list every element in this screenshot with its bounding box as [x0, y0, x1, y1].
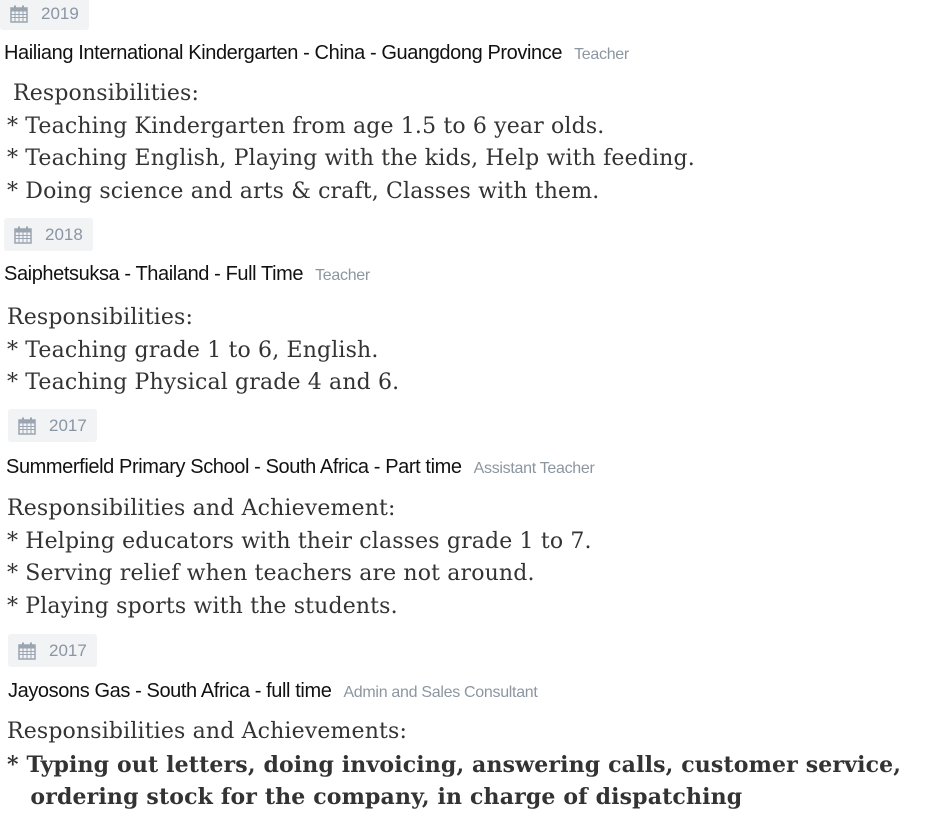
job-description	[7, 493, 592, 623]
year-badge	[8, 634, 97, 667]
description-item: * Serving relief when teachers are not around.	[7, 561, 535, 586]
description-item: * Typing out letters, doing invoicing, answering calls, customer service,	[7, 751, 902, 778]
calendar-icon	[14, 226, 32, 244]
description-item: * Teaching English, Playing with the kids, Help with feeding.	[7, 146, 695, 171]
organization-name: Jayosons Gas - South Africa - full time	[8, 680, 332, 702]
description-heading: Responsibilities:	[7, 305, 194, 330]
organization-name: Hailiang International Kindergarten - China - Guangdong Province	[4, 42, 563, 64]
description-item: * Teaching grade 1 to 6, English.	[7, 337, 379, 363]
job-title	[6, 456, 595, 479]
description-heading: Responsibilities and Achievement:	[7, 496, 396, 521]
job-role: Teacher	[574, 46, 629, 63]
job-description	[7, 302, 399, 400]
job-title	[4, 263, 370, 286]
calendar-icon	[10, 5, 28, 23]
job-title	[8, 680, 538, 703]
job-role: Assistant Teacher	[473, 460, 595, 477]
job-role: Teacher	[315, 267, 370, 284]
job-description	[7, 78, 695, 208]
job-title	[4, 42, 629, 65]
description-item: ordering stock for the company, in charge of dispatching	[7, 784, 743, 810]
calendar-icon	[18, 417, 36, 435]
description-item: * Doing science and arts & craft, Classes with them.	[7, 178, 600, 204]
organization-name: Saiphetsuksa - Thailand - Full Time	[4, 263, 304, 285]
description-item: * Teaching Physical grade 4 and 6.	[7, 370, 400, 395]
description-item: * Playing sports with the students.	[7, 593, 398, 619]
year-badge	[0, 0, 89, 30]
year-text: 2018	[45, 224, 83, 244]
year-text: 2017	[49, 640, 87, 660]
calendar-icon	[18, 642, 36, 660]
year-text: 2019	[41, 3, 79, 23]
year-text: 2017	[49, 415, 87, 435]
year-badge	[8, 409, 97, 442]
description-heading: Responsibilities and Achievements:	[7, 719, 408, 744]
year-badge	[4, 218, 93, 251]
description-item: * Teaching Kindergarten from age 1.5 to 6 year olds.	[7, 113, 605, 139]
description-heading: Responsibilities:	[13, 81, 200, 106]
description-item: * Helping educators with their classes grade 1 to 7.	[7, 528, 592, 554]
job-role: Admin and Sales Consultant	[343, 684, 538, 701]
organization-name: Summerfield Primary School - South Africa - Part time	[6, 456, 462, 478]
